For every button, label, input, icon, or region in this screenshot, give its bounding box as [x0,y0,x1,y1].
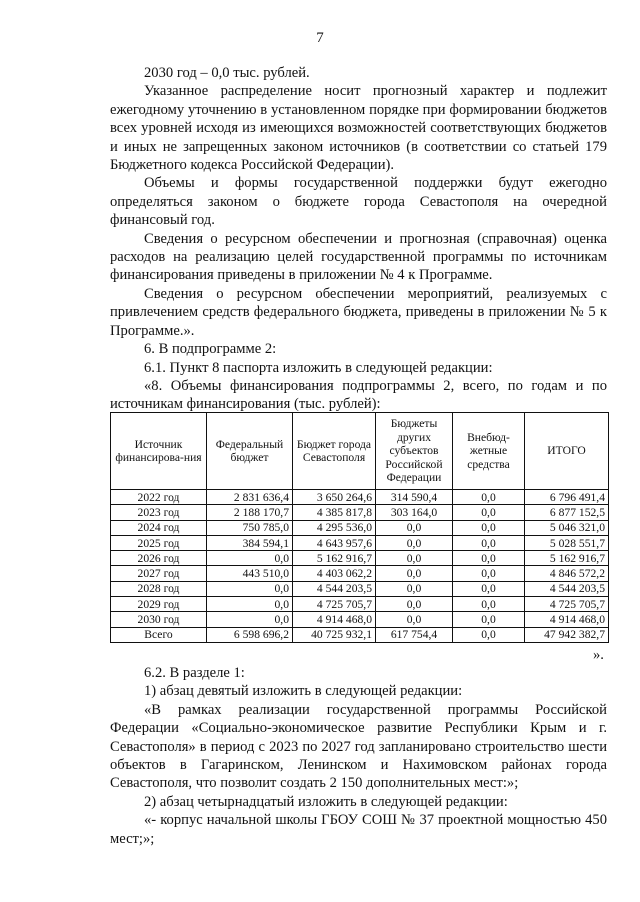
header-city: Бюджет города Севастополя [293,413,376,490]
header-source: Источник финансирова-ния [111,413,207,490]
table-cell: 0,0 [453,505,525,520]
header-other-subjects: Бюджеты других субъектов Российской Федерации [376,413,453,490]
paragraph: Объемы и формы государственной поддержки будут ежегодно определяться законом о бюджете города Севастополя на очередной финансовый год. [110,175,607,229]
table-row [111,551,609,566]
header-extrabudgetary: Внебюд-жетные средства [453,413,525,490]
table-cell: 384 594,1 [207,535,293,550]
table-cell: 0,0 [376,535,453,550]
row-label-cell: 2023 год [111,505,207,520]
table-cell: 3 650 264,6 [293,490,376,505]
row-label-cell: 2027 год [111,566,207,581]
header-federal: Федеральный бюджет [207,413,293,490]
table-cell: 0,0 [453,551,525,566]
table-cell: 4 403 062,2 [293,566,376,581]
paragraph: «- корпус начальной школы ГБОУ СОШ № 37 проектной мощностью 450 мест;»; [110,812,607,847]
table-cell: 5 162 916,7 [293,551,376,566]
table-row [111,520,609,535]
table-cell: 4 385 817,8 [293,505,376,520]
table-cell: 40 725 932,1 [293,627,376,642]
row-label-cell: 2030 год [111,612,207,627]
table-cell: 0,0 [207,597,293,612]
table-cell: 443 510,0 [207,566,293,581]
row-label-cell: Всего [111,627,207,642]
table-cell: 0,0 [453,490,525,505]
table-cell: 0,0 [376,581,453,596]
table-cell: 4 544 203,5 [525,581,609,596]
paragraph: 2) абзац четырнадцатый изложить в следующей редакции: [144,793,508,810]
table-cell: 5 028 551,7 [525,535,609,550]
table-cell: 0,0 [376,520,453,535]
table-cell: 4 914 468,0 [525,612,609,627]
table-cell: 0,0 [207,551,293,566]
table-row [111,490,609,505]
table-row [111,597,609,612]
table-cell: 314 590,4 [376,490,453,505]
table-cell: 617 754,4 [376,627,453,642]
table-cell: 0,0 [453,535,525,550]
table-cell: 0,0 [453,520,525,535]
paragraph: 1) абзац девятый изложить в следующей редакции: [144,683,463,700]
paragraph: 6.2. В разделе 1: [144,665,245,681]
paragraph: Сведения о ресурсном обеспечении мероприятий, реализуемых с привлечением средств федерального бюджета, приведены в приложении № 5 к Программе.». [110,285,607,339]
table-cell: 0,0 [207,581,293,596]
table-cell: 5 046 321,0 [525,520,609,535]
table-cell: 47 942 382,7 [525,627,609,642]
table-cell: 0,0 [376,566,453,581]
row-label-cell: 2022 год [111,490,207,505]
table-cell: 4 295 536,0 [293,520,376,535]
row-label-cell: 2026 год [111,551,207,566]
table-cell: 0,0 [376,551,453,566]
paragraph: Указанное распределение носит прогнозный характер и подлежит ежегодному уточнению в установленном порядке при формировании бюджетов всех уровней исходя из имеющихся возможностей соответствующих бюджетов и иных не запрещенных законом источников (в соответствии со статьей 179 Бюджетного кодекса Российской Федерации). [110,83,607,174]
table-cell: 4 725 705,7 [525,597,609,612]
table-row [111,535,609,550]
table-cell: 0,0 [453,627,525,642]
table-cell: 0,0 [207,612,293,627]
table-cell: 4 914 468,0 [293,612,376,627]
table-row [111,581,609,596]
table-cell: 2 188 170,7 [207,505,293,520]
paragraph: Сведения о ресурсном обеспечении и прогнозная (справочная) оценка расходов на реализацию целей государственной программы по источникам финансирования приведены в приложении № 4 к Программе. [110,230,607,284]
table-cell: 6 796 491,4 [525,490,609,505]
row-label-cell: 2028 год [111,581,207,596]
table-row [111,627,609,642]
paragraph: «В рамках реализации государственной программы Российской Федерации «Социально-экономическое развитие Республики Крым и г. Севастополя» в период с 2023 по 2027 год запланировано строительство шести объектов в Гагаринском, Ленинском и Нахимовском районах города Севастополя, что позволит создать 2 150 дополнительных мест:»; [110,701,607,792]
financing-table [110,412,609,643]
table-cell: 303 164,0 [376,505,453,520]
table-row [111,566,609,581]
table-cell: 4 846 572,2 [525,566,609,581]
table-cell: 0,0 [453,581,525,596]
row-label-cell: 2029 год [111,597,207,612]
paragraph: 6.1. Пункт 8 паспорта изложить в следующей редакции: [144,359,493,376]
intro-text [110,64,607,414]
table-cell: 750 785,0 [207,520,293,535]
table-cell: 0,0 [376,612,453,627]
table-cell: 0,0 [453,566,525,581]
header-total: ИТОГО [525,413,609,490]
table-header-row [111,413,609,490]
table-body [111,490,609,643]
paragraph: 2030 год – 0,0 тыс. рублей. [144,65,310,81]
table-cell: 0,0 [453,597,525,612]
table-cell: 4 643 957,6 [293,535,376,550]
table-cell: 0,0 [376,597,453,612]
row-label-cell: 2024 год [111,520,207,535]
quote-close: ». [593,647,604,663]
outro-text [110,664,607,848]
row-label-cell: 2025 год [111,535,207,550]
table-cell: 5 162 916,7 [525,551,609,566]
table-cell: 6 598 696,2 [207,627,293,642]
table-row [111,612,609,627]
paragraph: «8. Объемы финансирования подпрограммы 2, всего, по годам и по источникам финансирования (тыс. рублей): [110,377,607,413]
table-row [111,505,609,520]
table-cell: 2 831 636,4 [207,490,293,505]
table-cell: 0,0 [453,612,525,627]
table-cell: 4 544 203,5 [293,581,376,596]
table-cell: 4 725 705,7 [293,597,376,612]
paragraph: 6. В подпрограмме 2: [144,341,277,358]
page-number: 7 [316,30,324,46]
table-cell: 6 877 152,5 [525,505,609,520]
